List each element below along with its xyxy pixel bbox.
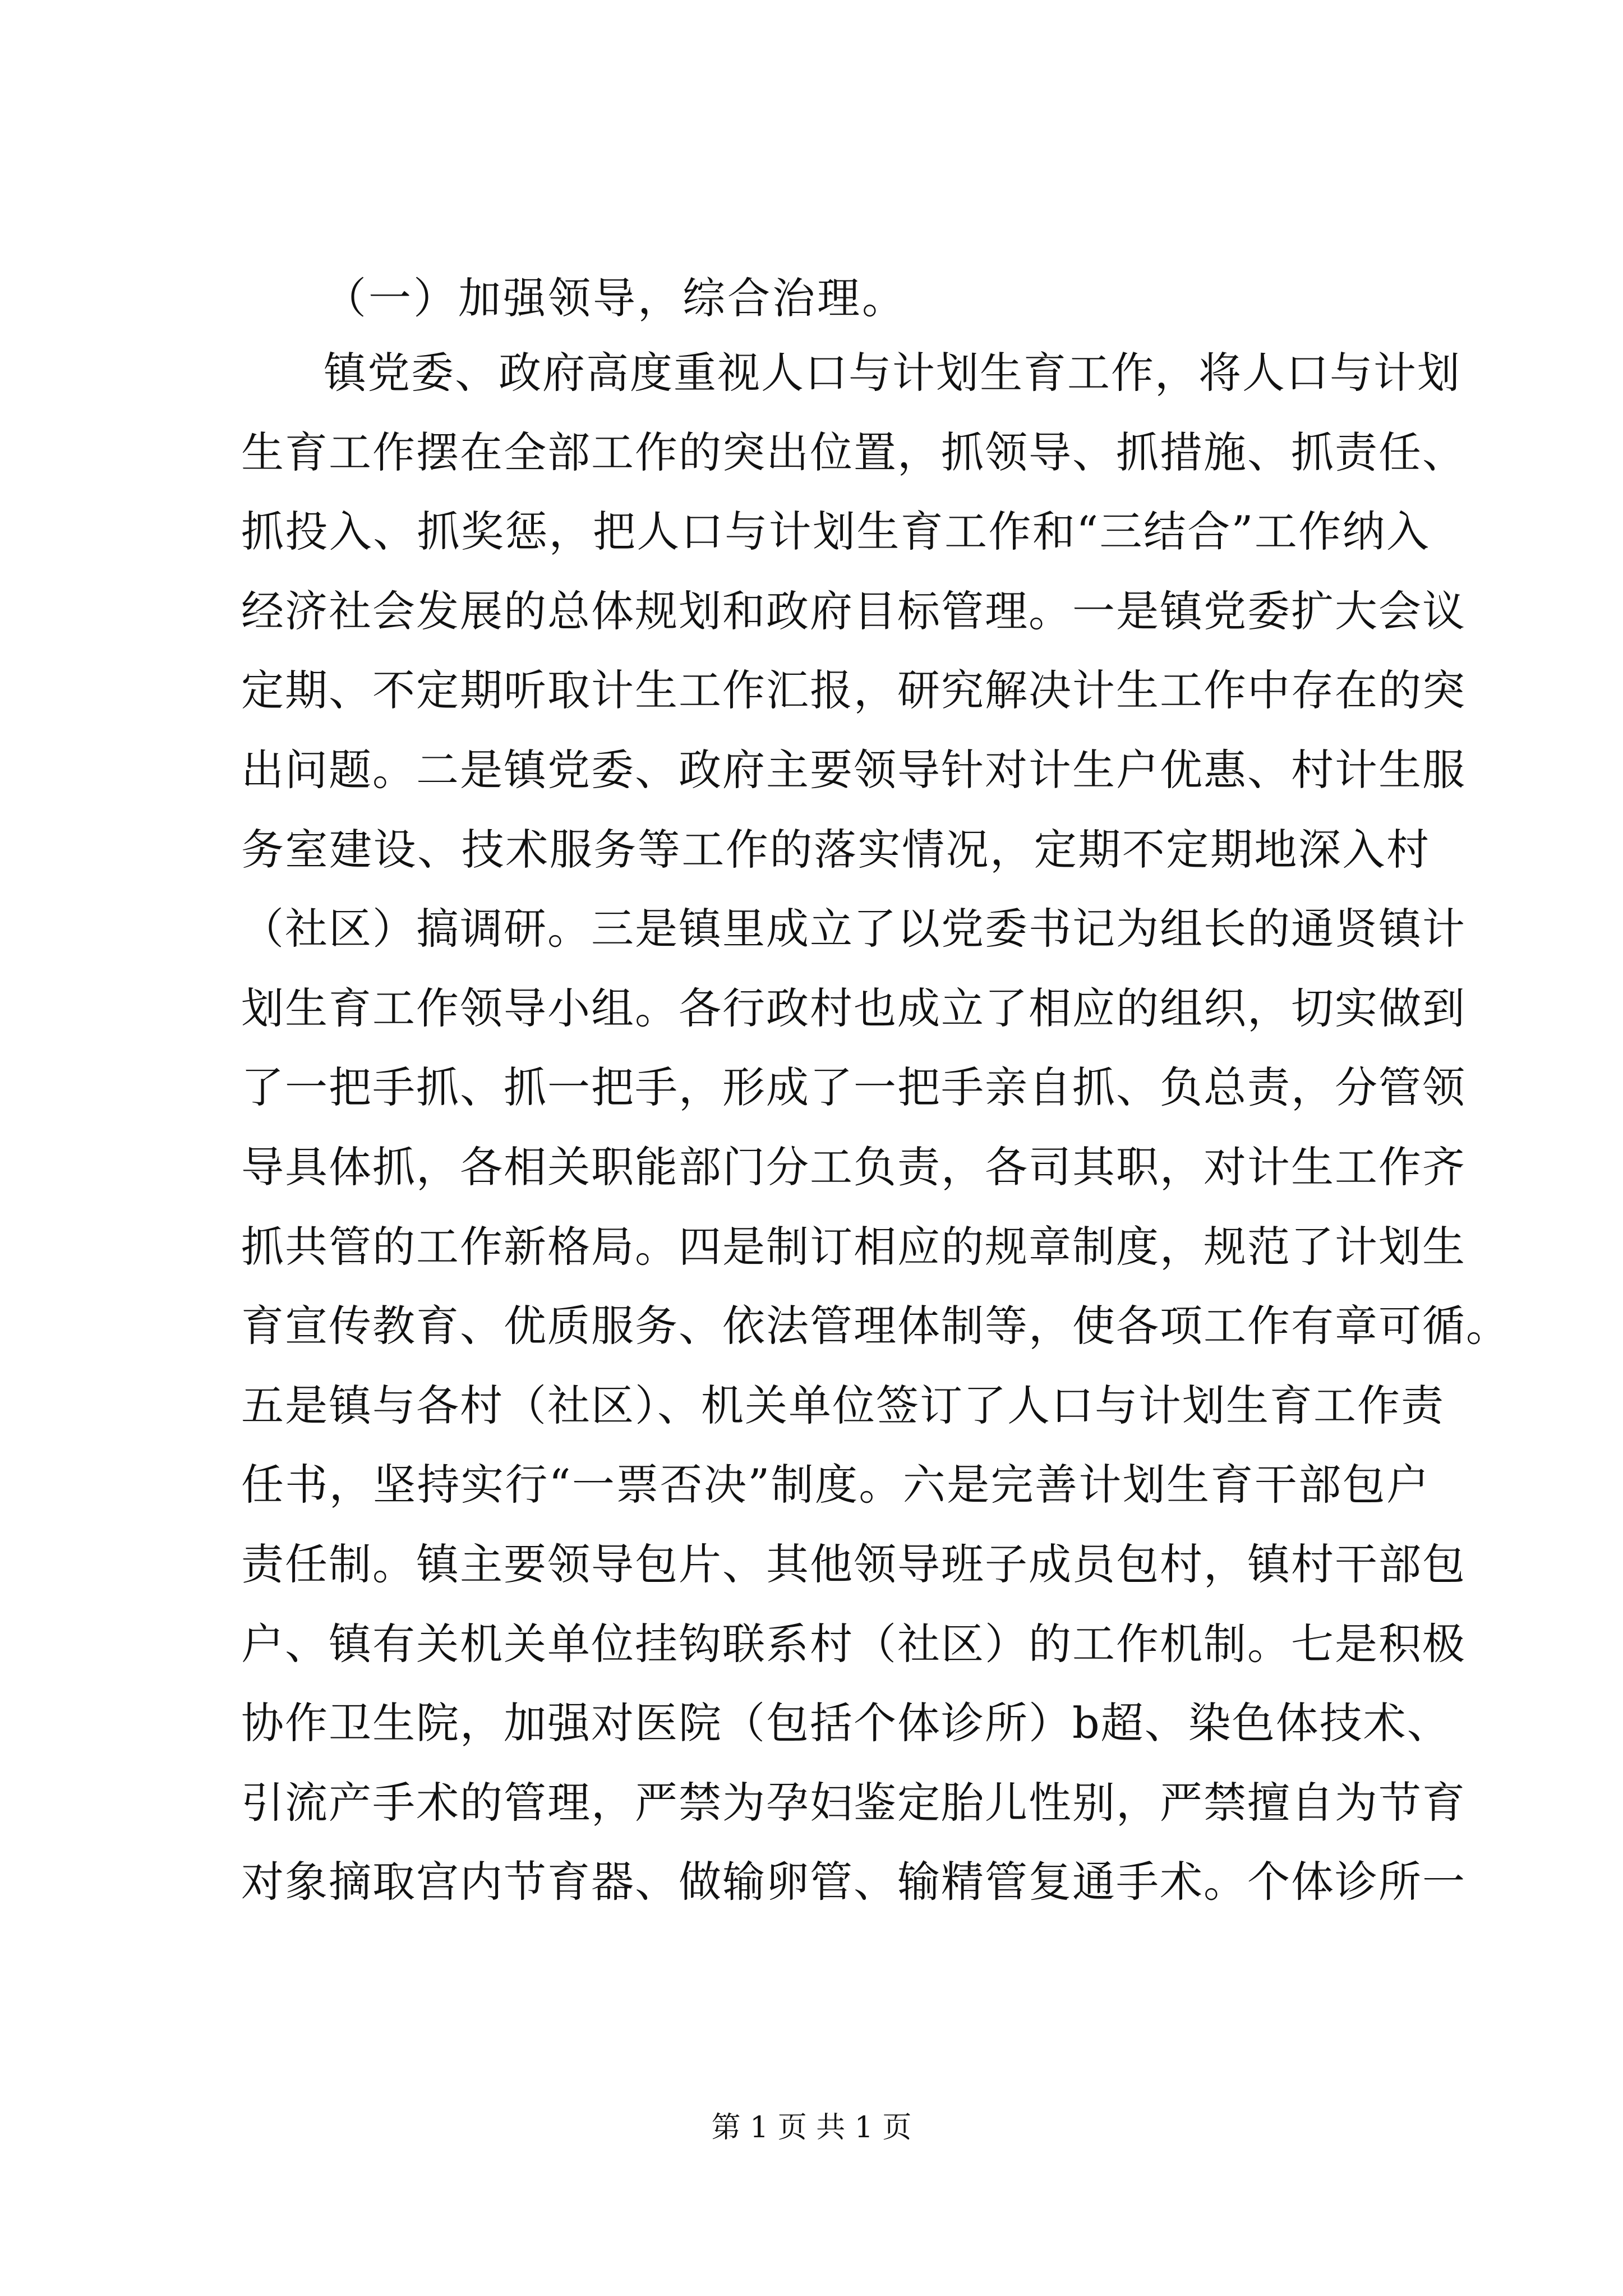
paragraph-line: 务室建设、技术服务等工作的落实情况，定期不定期地深入村: [241, 824, 1430, 875]
paragraph-line: 对象摘取宫内节育器、做输卵管、输精管复通手术。个体诊所一: [241, 1857, 1466, 1907]
paragraph-line: 户、镇有关机关单位挂钩联系村（社区）的工作机制。七是积极: [241, 1618, 1466, 1669]
paragraph-line: （社区）搞调研。三是镇里成立了以党委书记为组长的通贤镇计: [241, 904, 1466, 954]
paragraph-line: 导具体抓，各相关职能部门分工负责，各司其职，对计生工作齐: [241, 1142, 1466, 1192]
paragraph-line: 生育工作摆在全部工作的突出位置，抓领导、抓措施、抓责任、: [241, 427, 1466, 477]
paragraph-line: 育宣传教育、优质服务、依法管理体制等，使各项工作有章可循。: [241, 1301, 1510, 1351]
paragraph-line: 镇党委、政府高度重视人口与计划生育工作，将人口与计划: [324, 348, 1461, 398]
paragraph-line: 抓投入、抓奖惩，把人口与计划生育工作和“三结合”工作纳入: [241, 507, 1430, 557]
paragraph-line: 五是镇与各村（社区）、机关单位签订了人口与计划生育工作责: [241, 1380, 1445, 1430]
body-text: [241, 345, 1510, 1934]
paragraph-line: 协作卫生院，加强对医院（包括个体诊所）b超、染色体技术、: [241, 1698, 1451, 1749]
paragraph-line: 引流产手术的管理，严禁为孕妇鉴定胎儿性别，严禁擅自为节育: [241, 1777, 1466, 1828]
paragraph-line: 划生育工作领导小组。各行政村也成立了相应的组织，切实做到: [241, 983, 1466, 1033]
page-footer: 第 1 页 共 1 页: [711, 2111, 912, 2145]
paragraph-line: 任书，坚持实行“一票否决”制度。六是完善计划生育干部包户: [241, 1460, 1430, 1510]
paragraph-line: 出问题。二是镇党委、政府主要领导针对计生户优惠、村计生服: [241, 744, 1466, 795]
paragraph-line: 抓共管的工作新格局。四是制订相应的规章制度，规范了计划生: [241, 1221, 1466, 1272]
paragraph-line: 经济社会发展的总体规划和政府目标管理。一是镇党委扩大会议: [241, 586, 1466, 636]
section-heading: （一）加强领导，综合治理。: [324, 273, 907, 323]
paragraph-line: 了一把手抓、抓一把手，形成了一把手亲自抓、负总责，分管领: [241, 1062, 1466, 1113]
paragraph-line: 定期、不定期听取计生工作汇报，研究解决计生工作中存在的突: [241, 665, 1466, 716]
paragraph-line: 责任制。镇主要领导包片、其他领导班子成员包村，镇村干部包: [241, 1539, 1466, 1589]
